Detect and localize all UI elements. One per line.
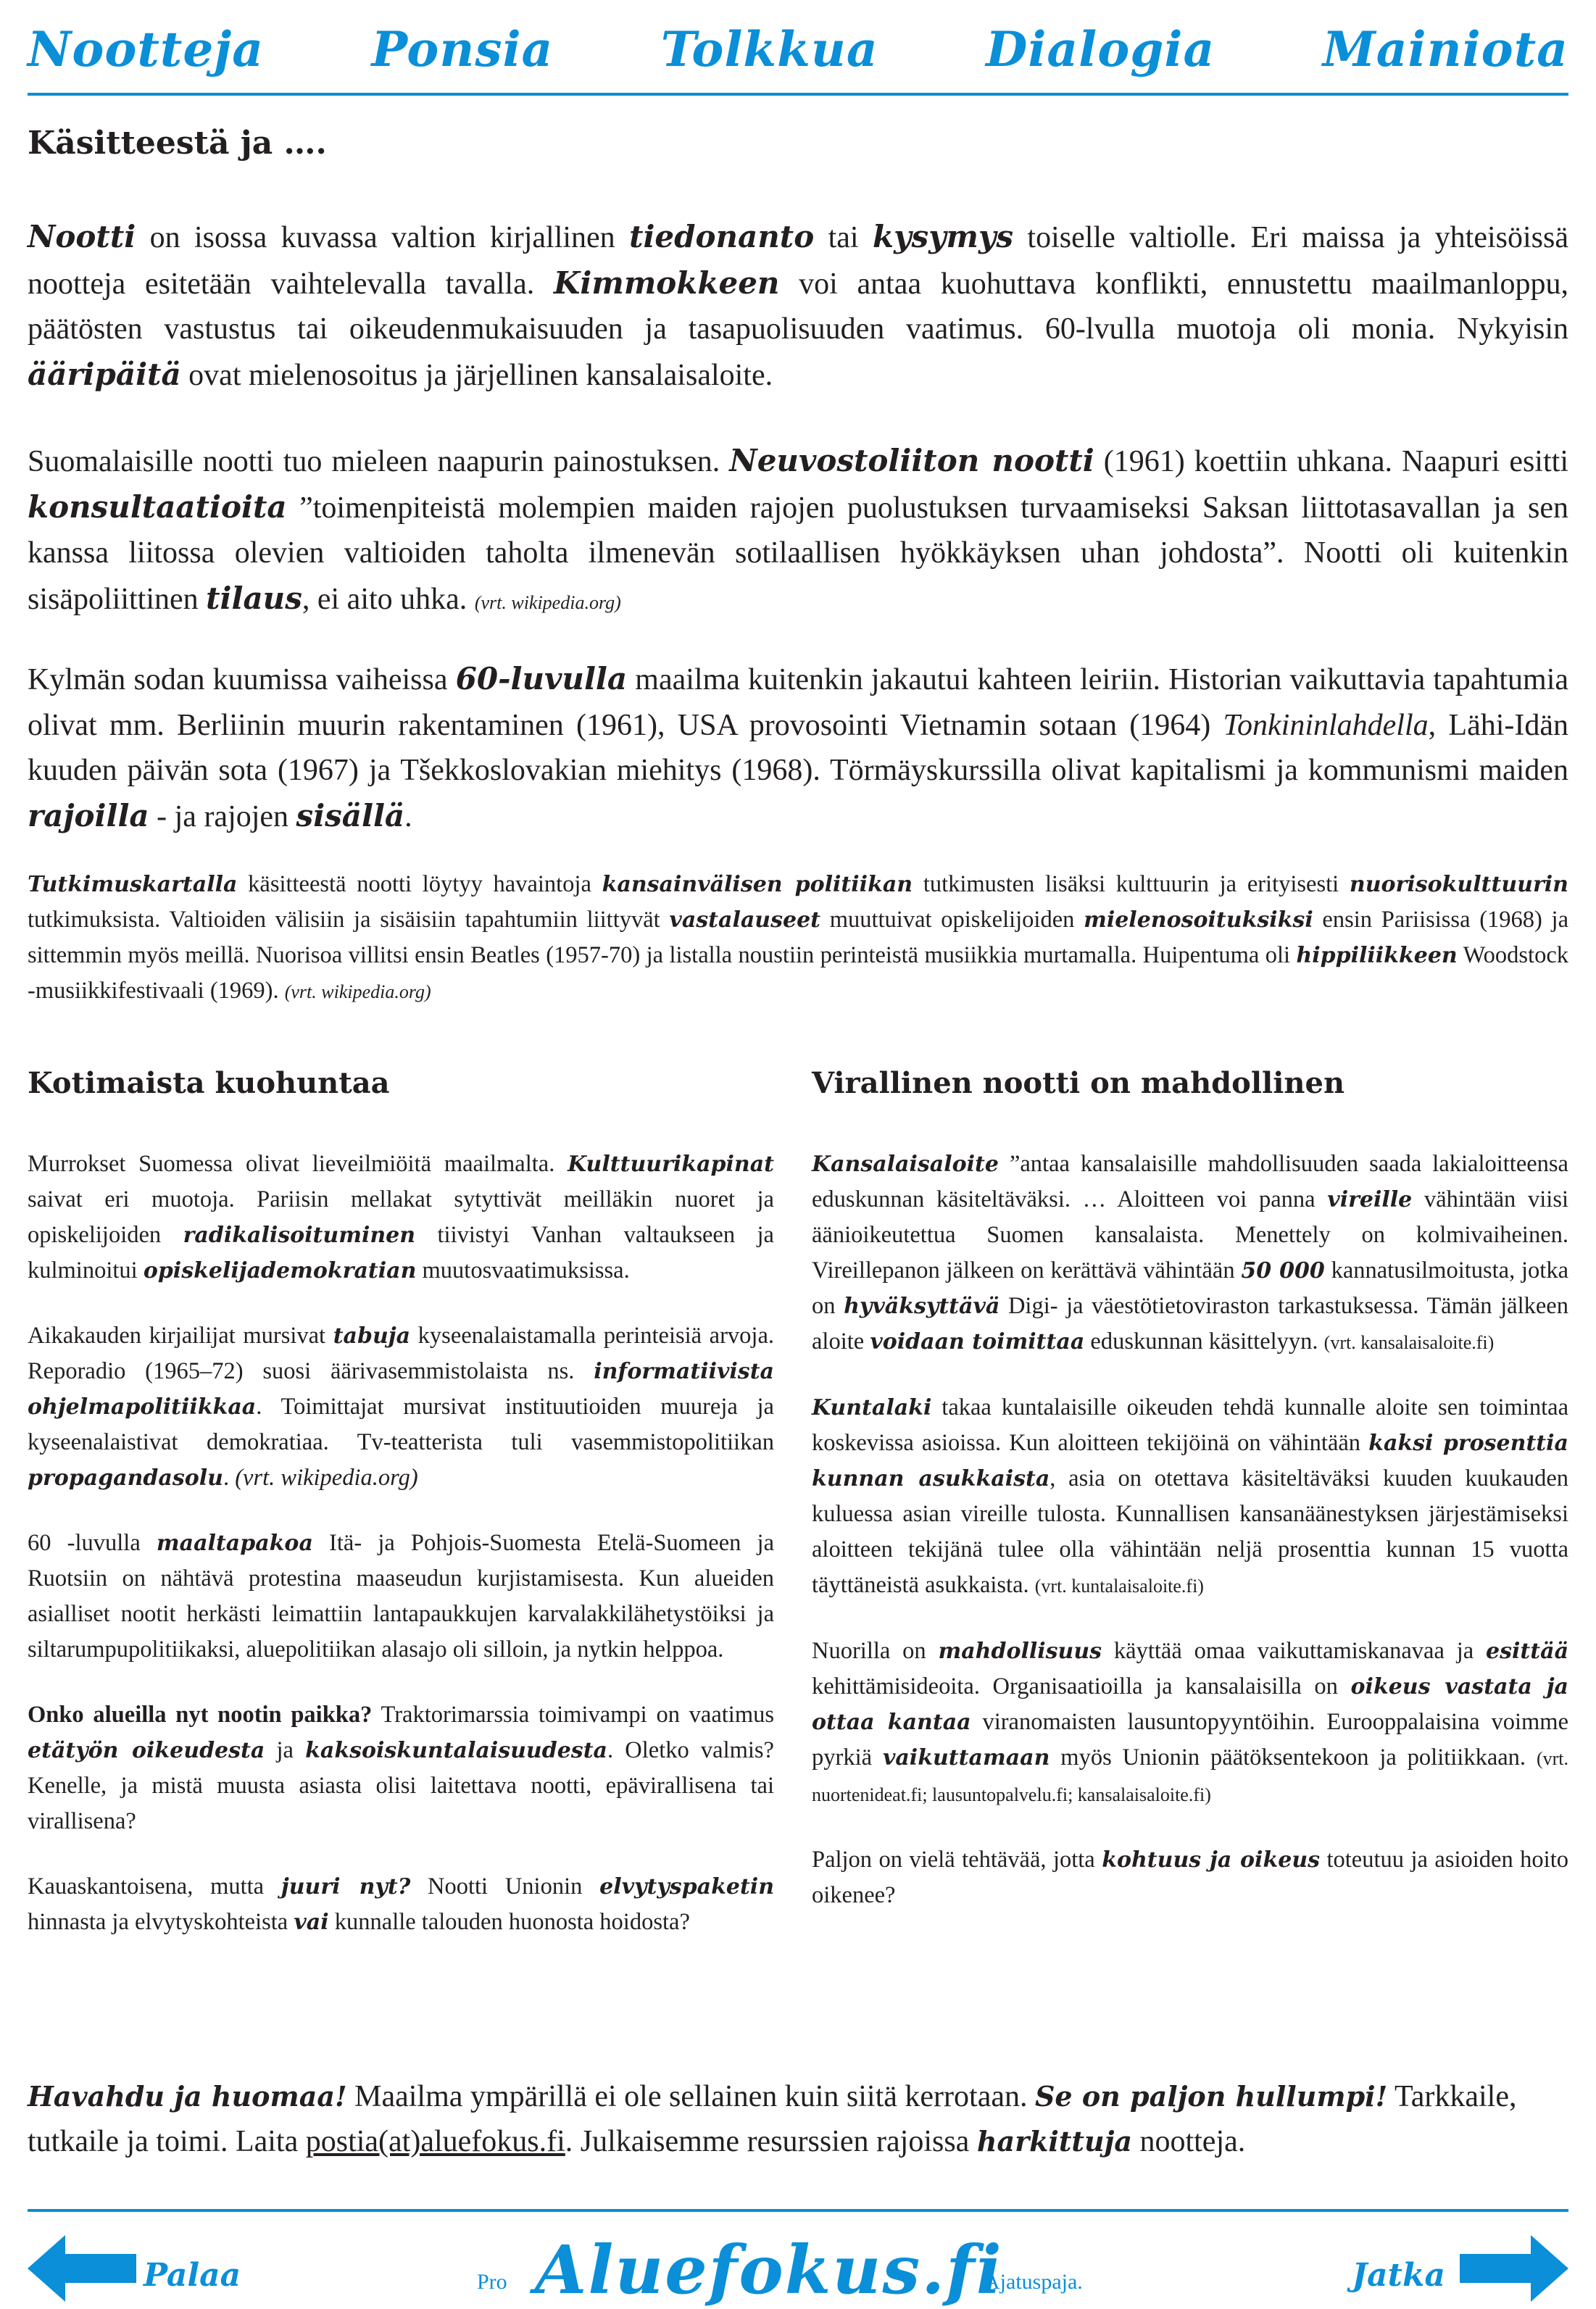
question: Onko alueilla nyt nootin paikka? — [28, 1702, 373, 1728]
p3-place: Tonkininlahdella — [1223, 708, 1429, 742]
term: maaltapakoa — [156, 1531, 313, 1556]
text: Nootti Unionin — [410, 1873, 600, 1900]
p4-term: hippiliikkeen — [1296, 943, 1458, 968]
term: propagandasolu — [28, 1465, 223, 1491]
p4-term: vastalauseet — [669, 907, 821, 933]
text: kehittämisideoita. Organisaatioilla ja kansalaisilla on — [812, 1673, 1351, 1699]
right-column-title: Virallinen nootti on mahdollinen — [812, 1066, 1345, 1100]
p4-term: kansainvälisen politiikan — [602, 872, 913, 897]
term: elvytyspaketin — [599, 1874, 775, 1900]
p2-text: (1961) koettiin uhkana. Naapuri esitti — [1094, 445, 1568, 478]
closing-statement — [28, 2074, 1568, 2164]
term: esittää — [1486, 1639, 1569, 1664]
p2-text: , ei aito uhka. — [302, 582, 475, 616]
term: juuri nyt? — [280, 1874, 411, 1900]
p3-text: maailma kuitenkin jakautui kahteen leiriin. Historian vaikuttavia tapahtumia olivat mm. Berliinin muurin rakentaminen (1961), USA provosointi Vietnamin sotaan (1964) — [28, 663, 1569, 742]
text: kannatusilmoitusta, jotka on — [812, 1257, 1568, 1319]
term: informatiivista ohjelmapolitiikkaa — [28, 1359, 774, 1420]
text: Itä- ja Pohjois-Suomesta Etelä-Suomeen ja Ruotsiin on nähtävä protestina maaseudun kurjistamisesta. Kun alueiden asialliset nootit herkästi leimattiin lantapaukkujen karvalakkilähetystöiksi ja siltarumpupolitiikaksi, aluepolitiikan alasajo oli silloin, ja nytkin helppoa. — [28, 1530, 774, 1663]
text: ”antaa kansalaisille mahdollisuuden saada lakialoitteensa eduskunnan käsiteltäväksi. … Aloitteen voi panna — [812, 1151, 1568, 1212]
p3-term: rajoilla — [28, 797, 149, 833]
callout: Havahdu ja huomaa! — [28, 2080, 347, 2113]
text: 60 -luvulla — [28, 1530, 157, 1556]
p4-text: Woodstock -musiikkifestivaali (1969). — [28, 942, 1568, 1004]
p4-term: Tutkimuskartalla — [28, 872, 238, 897]
p2-text: Suomalaisille nootti tuo mieleen naapurin painostuksen. — [28, 445, 730, 478]
source-note: (vrt. wikipedia.org) — [235, 1465, 418, 1491]
next-link[interactable]: Jatka — [1352, 2257, 1445, 2294]
p4-text: muuttuivat opiskelijoiden — [820, 907, 1084, 933]
text: saivat eri muotoja. Pariisin mellakat sytyttivät meilläkin nuoret ja opiskelijoiden — [28, 1186, 774, 1248]
term: vireille — [1327, 1187, 1413, 1212]
text: tiivistyi Vanhan valtaukseen ja kulminoitui — [28, 1222, 774, 1284]
back-link[interactable]: Palaa — [144, 2257, 241, 2294]
email-link[interactable]: postia(at)aluefokus.fi — [305, 2125, 565, 2158]
p1-term: Nootti — [28, 219, 136, 254]
source-note: (vrt. nuortenideat.fi; lausuntopalvelu.fi; kansalaisaloite.fi) — [812, 1748, 1568, 1805]
p1-text: ovat mielenosoitus ja järjellinen kansalaisaloite. — [180, 358, 773, 392]
p3-term: 60-luvulla — [455, 661, 628, 696]
right-column — [812, 1065, 1568, 1943]
p4-term: nuorisokulttuurin — [1349, 872, 1568, 897]
p1-term: tiedonanto — [629, 219, 815, 254]
term: voidaan toimittaa — [870, 1329, 1085, 1355]
p1-text: toiselle valtiolle. Eri maissa ja yhteisöissä nootteja esitetään vaihtelevalla tavalla. — [28, 221, 1569, 301]
text: toteutuu ja asioiden hoito oikenee? — [812, 1847, 1568, 1908]
header-rule — [28, 93, 1568, 96]
p1-text: on isossa kuvassa valtion kirjallinen — [136, 221, 630, 254]
left-paragraph-1 — [28, 1147, 774, 1289]
callout: Se on paljon hullumpi! — [1034, 2080, 1388, 2113]
p1-term: Kimmokkeen — [553, 265, 780, 301]
text: . Julkaisemme resurssien rajoissa — [565, 2125, 977, 2158]
arrow-right-icon[interactable] — [1460, 2232, 1568, 2305]
right-paragraph-3 — [812, 1634, 1568, 1813]
source-note: (vrt. kansalaisaloite.fi) — [1323, 1332, 1495, 1353]
term: etätyön oikeudesta — [28, 1738, 265, 1763]
p4-term: mielenosoituksiksi — [1084, 907, 1313, 933]
p1-term: ääripäitä — [28, 356, 181, 392]
callout: harkittuja — [976, 2125, 1132, 2158]
term: Kuntalaki — [812, 1395, 932, 1420]
text: Traktorimarssia toimivampi on vaatimus — [372, 1702, 775, 1728]
term: Kansalaisaloite — [812, 1152, 999, 1177]
source-note: (vrt. kuntalaisaloite.fi) — [1034, 1576, 1204, 1597]
text: vähintään viisi äänioikeutettua Suomen kansalaista. Menettely on kolmivaiheinen. Vireillepanon jälkeen on kerättävä vähintään — [812, 1186, 1568, 1284]
text: Murrokset Suomessa olivat lieveilmiöitä maailmalta. — [28, 1151, 568, 1177]
text: Maailma ympärillä ei ole sellainen kuin siitä kerrotaan. — [346, 2080, 1035, 2113]
page-heading: Käsitteestä ja …. — [28, 125, 327, 162]
research-paragraph — [28, 867, 1568, 1010]
p4-text: ensin Pariisissa (1968) ja sittemmin myös meillä. Nuorisoa villitsi ensin Beatles (1957-70) ja listalla noustiin perinteistä musiikkia murtamalla. Huipentuma oli — [28, 907, 1568, 968]
text: nootteja. — [1131, 2125, 1246, 2158]
text: takaa kuntalaisille oikeuden tehdä kunnalle aloite sen toimintaa koskevissa asioissa. Kun aloitteen tekijöinä on vähintään — [812, 1394, 1568, 1456]
p4-text: käsitteestä nootti löytyy havaintoja — [237, 871, 602, 897]
text: hinnasta ja elvytyskohteista — [28, 1909, 294, 1935]
text: . Oletko valmis? Kenelle, ja mistä muusta asiasta olisi laitettava nootti, epävirallisena tai virallisena? — [28, 1737, 774, 1834]
text: Paljon on vielä tehtävää, jotta — [812, 1847, 1102, 1873]
cold-war-paragraph — [28, 657, 1568, 839]
p3-text: , Lähi-Idän kuuden päivän sota (1967) ja Tšekkoslovakian miehitys (1968). Törmäyskurssilla olivat kapitalismi ja kommunismi maiden — [28, 708, 1568, 787]
p3-term: sisällä — [296, 797, 405, 833]
footer-tagline: Ajatuspaja. — [984, 2270, 1083, 2294]
soviet-note-paragraph — [28, 438, 1568, 625]
nav-nootteja[interactable]: Nootteja — [28, 21, 264, 78]
term: kaksi prosenttia kunnan asukkaista — [812, 1431, 1568, 1492]
term: Kulttuurikapinat — [568, 1152, 774, 1177]
term: opiskelijademokratian — [143, 1258, 417, 1284]
right-paragraph-1 — [812, 1147, 1568, 1360]
term: hyväksyttävä — [844, 1294, 1000, 1319]
term: mahdollisuus — [938, 1639, 1102, 1664]
left-paragraph-4 — [28, 1697, 774, 1839]
footer-rule — [28, 2209, 1568, 2212]
top-nav — [28, 14, 1568, 84]
term: 50 000 — [1241, 1258, 1325, 1284]
p3-text: Kylmän sodan kuumissa vaiheissa — [28, 663, 456, 696]
text: Tarkkaile, tutkaile ja toimi. Laita — [28, 2080, 1517, 2158]
nav-ponsia[interactable]: Ponsia — [371, 21, 554, 78]
p2-term: tilaus — [206, 580, 302, 616]
text: viranomaisten lausuntopyyntöihin. Eurooppalaisina voimme pyrkiä — [812, 1709, 1568, 1771]
left-paragraph-2 — [28, 1318, 774, 1496]
source-note: (vrt. wikipedia.org) — [284, 981, 431, 1002]
p2-text: ”toimenpiteistä molempien maiden rajojen puolustuksen turvaamiseksi Saksan liittotasavallan ja sen kanssa liitossa olevien valtioiden taholta ilmenevän sotilaallisen hyökkäyksen uhan johdosta”. Nootti oli kuitenkin sisäpoliittinen — [28, 491, 1568, 616]
text: Kauaskantoisena, mutta — [28, 1873, 281, 1900]
term: oikeus vastata ja ottaa kantaa — [812, 1674, 1568, 1735]
left-paragraph-5 — [28, 1869, 774, 1940]
term: kohtuus ja oikeus — [1102, 1847, 1321, 1873]
text: . — [223, 1465, 236, 1491]
p1-text: tai — [814, 221, 873, 254]
text: eduskunnan käsittelyyn. — [1084, 1328, 1324, 1355]
p2-term: konsultaatioita — [28, 488, 287, 525]
text: Nuorilla on — [812, 1638, 939, 1664]
left-column-title: Kotimaista kuohuntaa — [28, 1066, 390, 1100]
term: vai — [294, 1910, 329, 1935]
text: muutosvaatimuksissa. — [416, 1257, 630, 1284]
arrow-left-icon[interactable] — [28, 2232, 136, 2305]
footer — [28, 2231, 1568, 2309]
text: kyseenalaistamalla perinteisiä arvoja. Reporadio (1965–72) suosi äärivasemmistolaista ns. — [28, 1323, 775, 1384]
term: tabuja — [333, 1323, 411, 1349]
p4-text: tutkimusten lisäksi kulttuurin ja erityisesti — [913, 871, 1350, 897]
p4-text: tutkimuksista. Valtioiden välisiin ja sisäisiin tapahtumiin liittyvät — [28, 907, 670, 933]
p3-text: . — [404, 799, 412, 833]
text: Aikakauden kirjailijat mursivat — [28, 1323, 333, 1349]
brand-logo[interactable]: Aluefokus.fi — [535, 2231, 1003, 2309]
term: vaikuttamaan — [882, 1745, 1050, 1771]
nav-tolkkua[interactable]: Tolkkua — [660, 21, 878, 78]
text: Digi- ja väestötietoviraston tarkastuksessa. Tämän jälkeen aloite — [812, 1293, 1568, 1355]
p1-term: kysymys — [872, 219, 1014, 254]
text: ja — [265, 1737, 306, 1763]
text: kunnalle talouden huonosta hoidosta? — [328, 1909, 690, 1935]
intro-paragraph — [28, 215, 1568, 398]
left-column — [28, 1065, 774, 1970]
text: , asia on otettava käsiteltäväksi kuuden kuukauden kuluessa asian vireille tulosta. Kunnallisen kansanäänestyksen järjestämiseksi aloitteen tekijänä tulee olla vähintään neljä prosenttia kunnan 15 vuotta täyttäneistä asukkaista. — [812, 1465, 1568, 1598]
text: . Toimittajat mursivat instituutioiden muureja ja kyseenalaistivat demokratiaa. Tv-teatterista tuli vasemmistopolitiikan — [28, 1394, 774, 1455]
p3-text: - ja rajojen — [149, 799, 296, 833]
nav-mainiota[interactable]: Mainiota — [1322, 21, 1568, 78]
right-paragraph-2 — [812, 1390, 1568, 1604]
term: radikalisoituminen — [183, 1223, 416, 1248]
text: myös Unionin päätöksentekoon ja politiikkaan. — [1050, 1744, 1537, 1771]
nav-dialogia[interactable]: Dialogia — [986, 21, 1215, 78]
p2-term: Neuvostoliiton nootti — [729, 443, 1094, 478]
footer-pro: Pro — [477, 2270, 507, 2294]
text: käyttää omaa vaikuttamiskanavaa ja — [1102, 1638, 1487, 1664]
p1-text: voi antaa kuohuttava konflikti, ennustettu maailmanloppu, päätösten vastustus tai oikeudenmukaisuuden ja tasapuolisuuden vaatimus. 60-lvulla muotoja oli monia. Nykyisin — [28, 267, 1568, 346]
source-note: (vrt. wikipedia.org) — [474, 591, 621, 613]
term: kaksoiskuntalaisuudesta — [305, 1738, 607, 1763]
right-paragraph-4 — [812, 1842, 1568, 1913]
left-paragraph-3 — [28, 1526, 774, 1668]
